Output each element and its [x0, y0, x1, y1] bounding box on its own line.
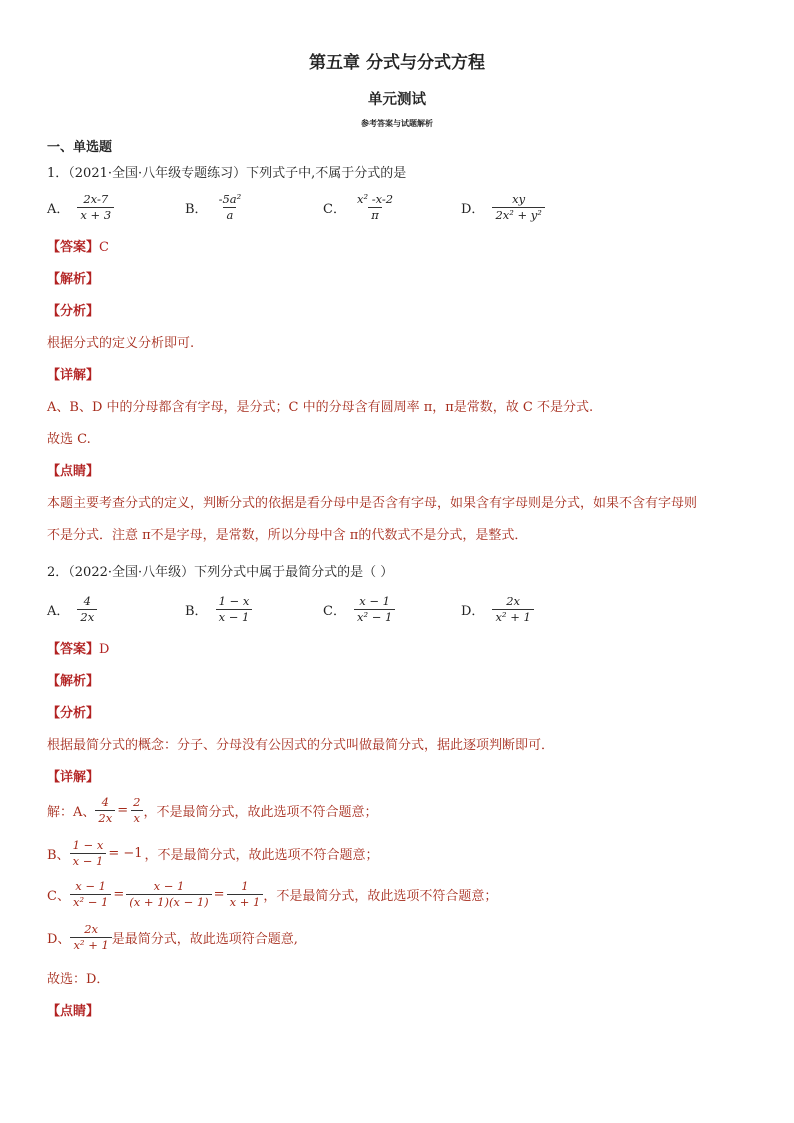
q1-stem: 1．（2021·全国·八年级专题练习）下列式子中,不属于分式的是 [47, 166, 407, 181]
q1-option-d [461, 192, 545, 223]
q2-line-b [47, 838, 379, 869]
q2-line-c [47, 879, 497, 910]
q2-line-c-fraction3: $\frac{1}{x + 1}$ [227, 879, 264, 910]
q2-option-d-fraction: $\frac{2x}{\text{x² + 1}}$ [492, 594, 533, 625]
q2-answer-label: 【答案】 [47, 642, 100, 657]
q2-option-c-letter: C． [323, 604, 346, 619]
q2-line-a-fraction1: $\frac{4}{2x}$ [95, 795, 115, 826]
q2-line-d-fraction1: $\frac{2x}{\text{x² + 1}}$ [70, 922, 111, 953]
q2-option-d [461, 594, 534, 625]
q2-answer [47, 638, 109, 657]
q2-dianjing-label: 【点睛】 [47, 1004, 100, 1019]
q1-fenxi-text: 根据分式的定义分析即可. [47, 336, 195, 351]
q1-option-d-letter: D． [461, 202, 485, 217]
q2-line-c-equals2: = [213, 887, 225, 902]
section-heading: 一、单选题 [47, 140, 113, 155]
q1-detail-text: A、B、D 中的分母都含有字母，是分式；C 中的分母含有圆周率 π，π是常数，故 C 不是分式. [47, 400, 594, 415]
answer-note: 参考答案与试题解析 [361, 118, 433, 128]
q2-answer-value: D [99, 642, 110, 657]
q2-line-c-equals1: = [113, 887, 125, 902]
q1-jiexi-label: 【解析】 [47, 272, 100, 287]
chapter-title: 第五章 分式与分式方程 [309, 53, 485, 73]
q2-line-b-tail: ，不是最简分式，故此选项不符合题意； [144, 848, 379, 863]
q2-line-d-prefix: D、 [47, 932, 71, 947]
q1-option-c-letter: C． [323, 202, 346, 217]
q1-answer [47, 236, 109, 255]
q2-line-c-prefix: C、 [47, 889, 70, 904]
q2-stem: 2．（2022·全国·八年级）下列分式中属于最简分式的是（ ） [47, 565, 394, 580]
q1-option-a-fraction: $\frac{2x-7}{x + 3}$ [77, 192, 114, 223]
q2-choose-text: 故选：D． [47, 972, 110, 987]
q2-line-c-fraction2: $\frac{x - 1}{(x + 1)(x - 1)}$ [126, 879, 211, 910]
q2-line-a-prefix: 解：A、 [47, 805, 96, 820]
unit-test-subtitle: 单元测试 [368, 91, 426, 108]
q2-line-d-tail: 是最简分式，故此选项符合题意, [111, 932, 298, 947]
q2-option-a-fraction: $\frac{4}{2x}$ [77, 594, 97, 625]
q2-option-d-letter: D． [461, 604, 485, 619]
q1-option-b-letter: B． [185, 202, 208, 217]
q2-option-b [185, 594, 252, 625]
q2-option-a [47, 594, 97, 625]
q1-answer-value: C [99, 240, 109, 255]
q1-option-c [323, 192, 396, 223]
q2-option-c-fraction: $\frac{x - 1}{\text{x² − 1}}$ [354, 594, 395, 625]
q2-fenxi-label: 【分析】 [47, 706, 100, 721]
q1-xiangjie-label: 【详解】 [47, 368, 100, 383]
q2-line-a-fraction2: $\frac{2}{x}$ [130, 795, 143, 826]
q2-line-c-tail: ，不是最简分式，故此选项不符合题意； [263, 889, 498, 904]
q2-line-a-tail: ，不是最简分式，故此选项不符合题意； [143, 805, 378, 820]
q1-fenxi-label: 【分析】 [47, 304, 100, 319]
q2-fenxi-text: 根据最简分式的概念：分子、分母没有公因式的分式叫做最简分式，据此逐项判断即可． [47, 738, 555, 753]
q2-line-c-fraction1: $\frac{x - 1}{\text{x² − 1}}$ [70, 879, 111, 910]
q1-option-c-fraction: $\frac{\text{x² -x-2}}{\pi}$ [356, 192, 394, 222]
q2-line-d [47, 922, 298, 953]
q2-option-c [323, 594, 395, 625]
q1-answer-label: 【答案】 [47, 240, 100, 255]
q2-option-b-fraction: $\frac{1 - x}{x - 1}$ [216, 594, 253, 625]
q2-line-a-equals: = [117, 803, 129, 818]
q2-option-b-letter: B． [185, 604, 208, 619]
q1-option-b [185, 192, 244, 223]
q1-option-a [47, 192, 114, 223]
q1-summary-line2: 不是分式．注意 π不是字母，是常数，所以分母中含 π的代数式不是分式，是整式． [47, 528, 528, 543]
q2-jiexi-label: 【解析】 [47, 674, 100, 689]
q1-option-a-letter: A． [47, 202, 70, 217]
q2-line-b-equals: = −1 [108, 846, 143, 861]
q1-choose-text: 故选 C. [47, 432, 91, 447]
q2-line-a [47, 795, 377, 826]
q1-dianjing-label: 【点睛】 [47, 464, 100, 479]
q1-option-b-fraction: $\frac{\text{-5a²}}{a}$ [218, 192, 242, 222]
q1-summary-line1: 本题主要考查分式的定义，判断分式的依据是看分母中是否含有字母，如果含有字母则是分式，如果不含有字母则 [47, 496, 698, 511]
q2-line-b-fraction1: $\frac{1 - x}{x - 1}$ [70, 838, 107, 869]
q2-option-a-letter: A． [47, 604, 70, 619]
q2-xiangjie-label: 【详解】 [47, 770, 100, 785]
q2-line-b-prefix: B、 [47, 848, 70, 863]
q1-option-d-fraction: $\frac{xy}{\text{2x² + y²}}$ [492, 192, 544, 223]
